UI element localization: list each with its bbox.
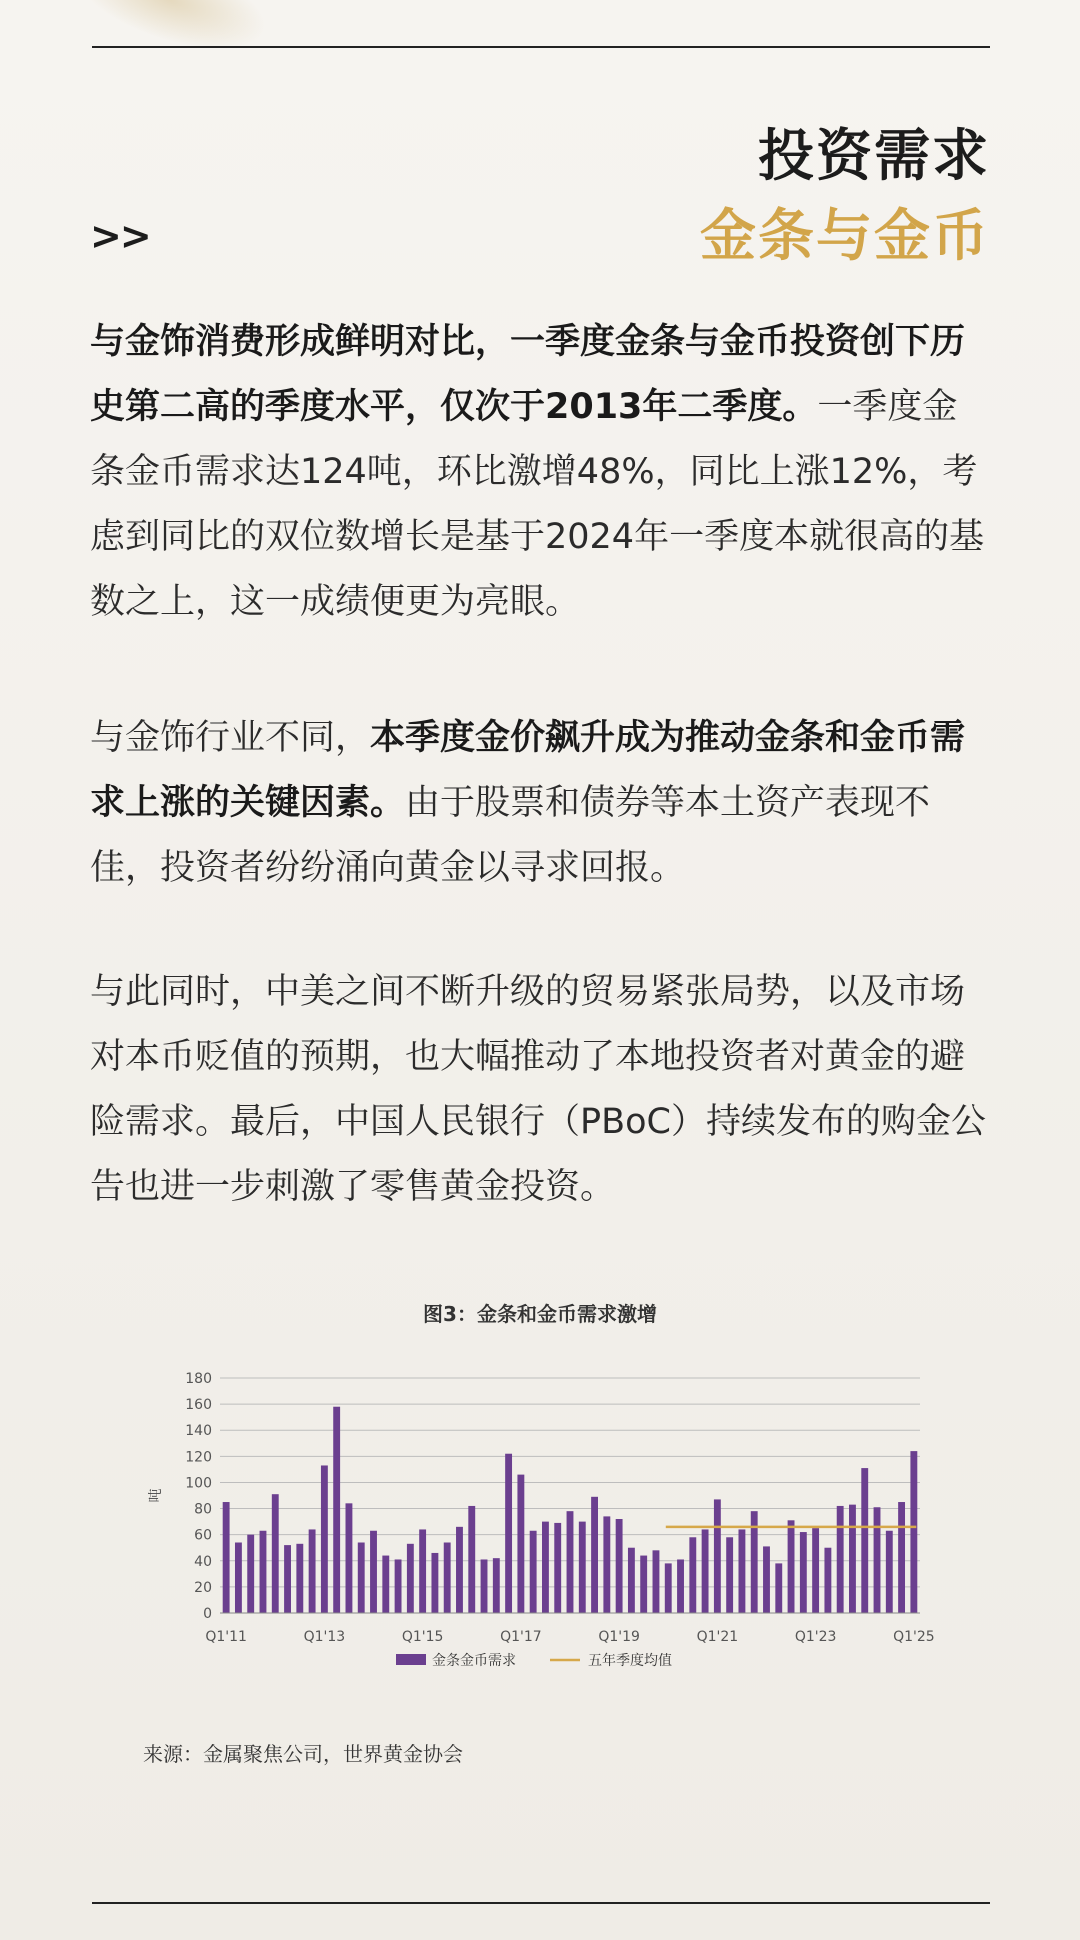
bar	[517, 1475, 524, 1613]
y-tick-label: 80	[194, 1501, 212, 1518]
bar	[677, 1559, 684, 1613]
paragraph-2-lead: 与金饰行业不同，	[90, 718, 371, 758]
bar	[665, 1563, 672, 1613]
bar	[689, 1537, 696, 1613]
bottom-divider	[92, 1902, 990, 1904]
bar	[849, 1505, 856, 1613]
bar	[530, 1531, 537, 1613]
source-note: 来源：金属聚焦公司，世界黄金协会	[143, 1742, 463, 1766]
y-tick-label: 100	[185, 1475, 212, 1492]
bar	[468, 1506, 475, 1613]
bar	[775, 1563, 782, 1613]
bar	[603, 1516, 610, 1613]
paragraph-2-text: 由于股票和债券等本土资产表现不佳，投资者纷纷涌向黄金以寻求回报。	[90, 783, 931, 888]
bar	[346, 1503, 353, 1613]
y-tick-label: 20	[194, 1579, 212, 1596]
bar	[910, 1451, 917, 1613]
bar	[431, 1553, 438, 1613]
x-tick-label: Q1'17	[500, 1629, 542, 1645]
x-tick-label: Q1'19	[598, 1629, 640, 1645]
bar	[874, 1507, 881, 1613]
paragraph-3-text: 与此同时，中美之间不断升级的贸易紧张局势，以及市场对本币贬值的预期，也大幅推动了本地投资者对黄金的避险需求。最后，中国人民银行（PBoC）持续发布的购金公告也进一步刺激了零售黄金投资。	[90, 972, 986, 1207]
bar	[382, 1556, 389, 1613]
bar	[321, 1465, 328, 1613]
bar	[726, 1537, 733, 1613]
bar	[812, 1528, 819, 1613]
x-tick-label: Q1'23	[794, 1629, 837, 1645]
bar	[358, 1543, 365, 1614]
bar	[493, 1558, 500, 1613]
bar	[407, 1544, 414, 1613]
bar	[284, 1545, 291, 1613]
bar	[898, 1502, 905, 1613]
bar	[861, 1468, 868, 1613]
bar	[247, 1535, 254, 1613]
paragraph-2-bold: 本季度金价飙升成为推动金条和金币需求上涨的关键因素。	[90, 718, 966, 823]
page-title: 投资需求	[758, 124, 990, 189]
x-tick-label: Q1'11	[205, 1629, 247, 1645]
x-tick-label: Q1'13	[303, 1629, 346, 1645]
bar	[628, 1548, 635, 1613]
paragraph-1-bold: 与金饰消费形成鲜明对比，一季度金条与金币投资创下历史第二高的季度水平，仅次于2013年二季度。	[90, 322, 966, 427]
legend-label-average: 五年季度均值	[588, 1653, 672, 1669]
page-subtitle: 金条与金币	[700, 204, 990, 269]
bar	[333, 1407, 340, 1613]
bar	[370, 1531, 377, 1613]
bar	[481, 1559, 488, 1613]
y-tick-label: 160	[185, 1397, 212, 1414]
bar	[886, 1531, 893, 1613]
bar-chart	[130, 1360, 950, 1690]
bar	[456, 1527, 463, 1613]
bar	[738, 1529, 745, 1613]
bar	[837, 1506, 844, 1613]
y-tick-label: 140	[185, 1423, 212, 1440]
bar	[579, 1522, 586, 1613]
bar	[223, 1502, 230, 1613]
y-tick-label: 180	[185, 1371, 212, 1387]
y-tick-label: 40	[194, 1553, 212, 1570]
legend-swatch-bars	[396, 1654, 426, 1665]
paragraph-2	[90, 706, 990, 901]
bar	[444, 1543, 451, 1614]
y-axis-label: 吨	[148, 1488, 164, 1503]
bar	[653, 1550, 660, 1613]
bar	[542, 1522, 549, 1613]
bar	[309, 1529, 316, 1613]
bar	[714, 1499, 721, 1613]
bar	[554, 1523, 561, 1613]
bar	[640, 1556, 647, 1613]
y-tick-label: 0	[203, 1606, 212, 1622]
bar	[567, 1511, 574, 1613]
bar	[824, 1548, 831, 1613]
chart-title: 图3：金条和金币需求激增	[423, 1302, 657, 1326]
bar	[296, 1544, 303, 1613]
corner-decoration	[63, 0, 278, 69]
bar	[272, 1494, 279, 1613]
bar	[800, 1532, 807, 1613]
paragraph-1-text: 一季度金条金币需求达124吨，环比激增48%，同比上涨12%，考虑到同比的双位数增长是基于2024年一季度本就很高的基数之上，这一成绩便更为亮眼。	[90, 387, 985, 622]
bar	[419, 1529, 426, 1613]
bar	[591, 1497, 598, 1613]
bar	[763, 1546, 770, 1613]
bar	[505, 1454, 512, 1613]
bar	[395, 1559, 402, 1613]
x-tick-label: Q1'25	[893, 1629, 935, 1645]
y-tick-label: 60	[194, 1527, 212, 1544]
bar	[788, 1520, 795, 1613]
bar	[235, 1543, 242, 1614]
paragraph-3	[90, 960, 990, 1220]
bar	[260, 1531, 267, 1613]
bar	[702, 1529, 709, 1613]
chevron-right-icon: >>	[90, 214, 150, 258]
bar	[616, 1519, 623, 1613]
paragraph-1	[90, 310, 990, 635]
top-divider	[92, 46, 990, 48]
x-tick-label: Q1'21	[696, 1629, 739, 1645]
y-tick-label: 120	[185, 1449, 212, 1466]
legend-label-bars: 金条金币需求	[432, 1653, 516, 1669]
x-tick-label: Q1'15	[401, 1629, 444, 1645]
